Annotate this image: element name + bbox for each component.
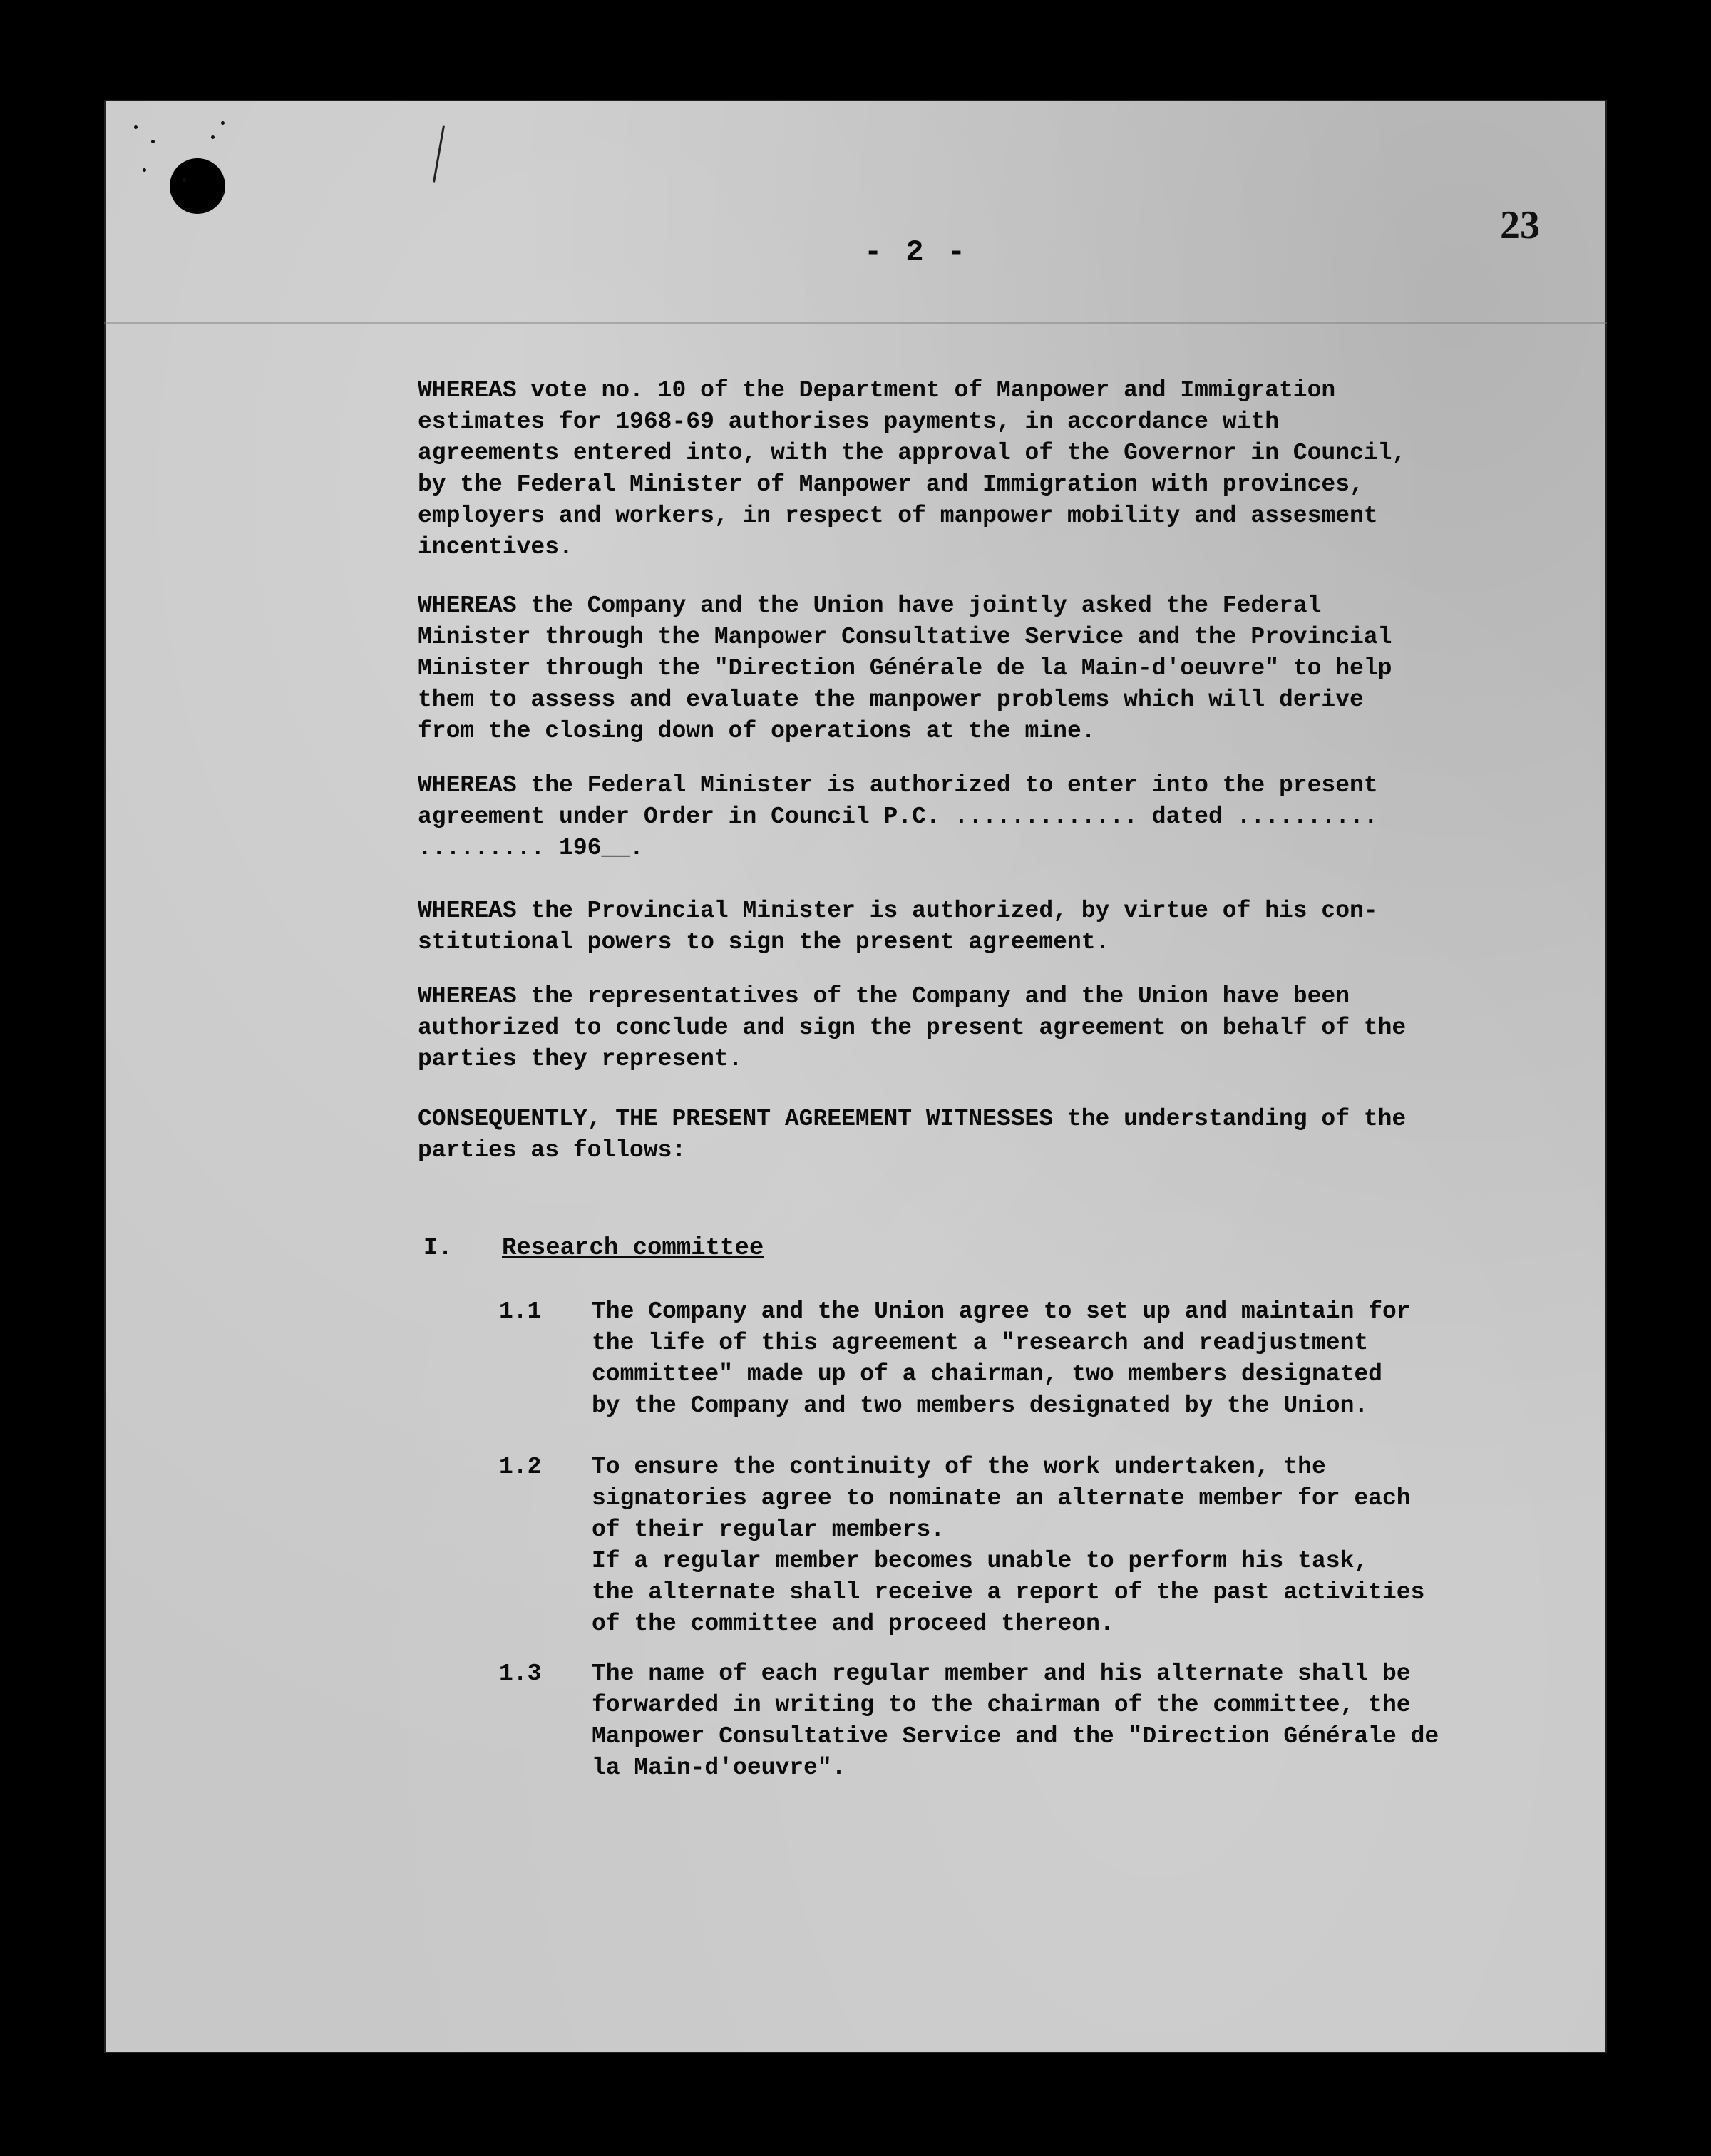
whereas-paragraph-representatives: WHEREAS the representatives of the Company and the Union have been authorized to conclude and sign the present agreement on behalf of the parties they represent. [418, 983, 1407, 1072]
whereas-paragraph-joint-request: WHEREAS the Company and the Union have jointly asked the Federal Minister through the Manpower Consultative Service and the Provincial Minister through the "Direction Générale de la Main-d'oeuvre" to help them to assess and evaluate the manpower problems which will derive from the closing down of operations at the mine. [418, 592, 1392, 744]
speck [183, 178, 186, 182]
clause-text: The name of each regular member and his alternate shall be forwarded in writing to the chairman of the committee, the Manpower Consultative Service and the "Direction Générale de la Main-d'oeuvre". [592, 1660, 1439, 1781]
clause-text: The Company and the Union agree to set up and maintain for the life of this agreement a "research and readjustment committee" made up of a chairman, two members designated by the Company and two members designated by the Union. [592, 1298, 1411, 1419]
section-title: Research committee [502, 1235, 764, 1262]
fold-line [104, 322, 1607, 324]
clause-number: 1.2 [499, 1454, 542, 1480]
clause-text: To ensure the continuity of the work undertaken, the signatories agree to nominate an alternate member for each of their regular members. If a regular member becomes unable to perform his task, the alternate shall receive a report of the past activities of the committee and proceed thereon. [592, 1454, 1425, 1637]
punch-hole [170, 158, 225, 214]
section-number: I. [423, 1235, 453, 1262]
whereas-paragraph-provincial-minister: WHEREAS the Provincial Minister is authorized, by virtue of his con- stitutional powers to sign the present agreement. [418, 898, 1378, 955]
consequently-paragraph: CONSEQUENTLY, THE PRESENT AGREEMENT WITNESSES the understanding of the parties as follows: [418, 1106, 1407, 1164]
speck [221, 121, 225, 125]
whereas-paragraph-vote: WHEREAS vote no. 10 of the Department of Manpower and Immigration estimates for 1968-69 authorises payments, in accordance with agreements entered into, with the approval of the Governor in Council, by the Federal Minister of Manpower and Immigration with provinces, employers and workers, in respect of manpower mobility and assesment incentives. [418, 377, 1407, 560]
clause-number: 1.3 [499, 1660, 542, 1687]
section-heading [423, 1235, 764, 1262]
speck [134, 125, 138, 129]
speck [211, 135, 215, 139]
sheet-number: 23 [1500, 203, 1540, 247]
page-number: - 2 - [864, 235, 969, 270]
speck [143, 168, 146, 172]
whereas-paragraph-federal-minister: WHEREAS the Federal Minister is authorized to enter into the present agreement under Order in Council P.C. ............. dated .......... ......... 196__. [418, 772, 1378, 861]
speck [151, 140, 155, 143]
clause-number: 1.1 [499, 1298, 542, 1325]
